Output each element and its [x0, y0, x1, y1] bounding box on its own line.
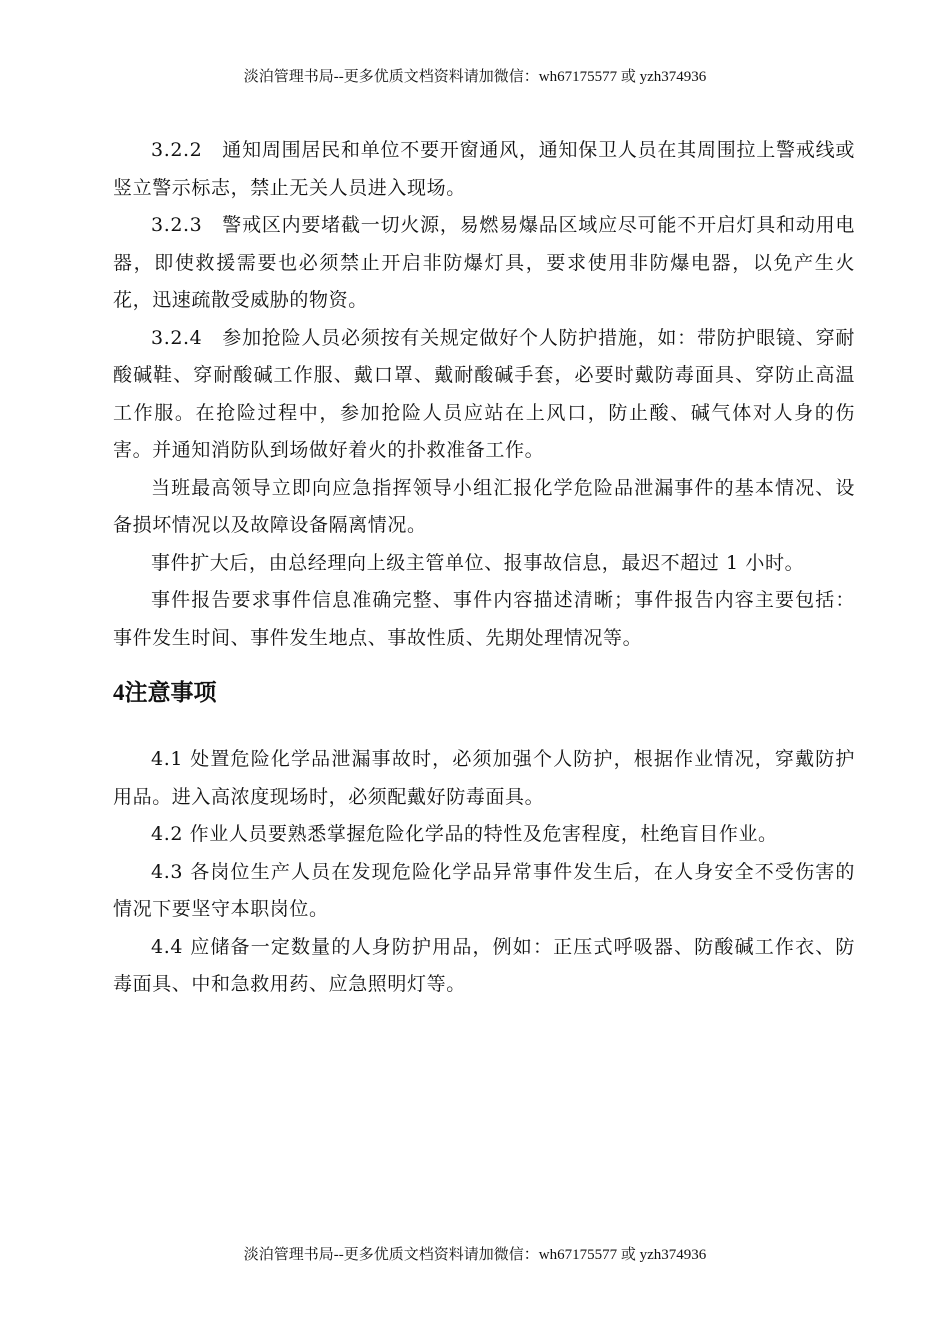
- paragraph-report-leader: 当班最高领导立即向应急指挥领导小组汇报化学危险品泄漏事件的基本情况、设备损坏情况以及故障设备隔离情况。: [113, 476, 855, 536]
- paragraph-3-2-3: 3.2.3 警戒区内要堵截一切火源，易燃易爆品区域应尽可能不开启灯具和动用电器，即使救援需要也必须禁止开启非防爆灯具，要求使用非防爆电器，以免产生火花，迅速疏散受威胁的物资。: [113, 214, 855, 311]
- paragraph-report-escalation: 事件扩大后，由总经理向上级主管单位、报事故信息，最迟不超过 1 小时。: [151, 551, 805, 574]
- paragraph-3-2-2: 3.2.2 通知周围居民和单位不要开窗通风，通知保卫人员在其周围拉上警戒线或竖立警示标志，禁止无关人员进入现场。: [113, 139, 855, 199]
- paragraph-4-1: 4.1 处置危险化学品泄漏事故时，必须加强个人防护，根据作业情况，穿戴防护用品。进入高浓度现场时，必须配戴好防毒面具。: [113, 748, 855, 808]
- section-4-heading: [113, 665, 855, 721]
- paragraph-report-content: 事件报告要求事件信息准确完整、事件内容描述清晰；事件报告内容主要包括：事件发生时间、事件发生地点、事故性质、先期处理情况等。: [113, 589, 855, 649]
- paragraph-4-2: 4.2 作业人员要熟悉掌握危险化学品的特性及危害程度，杜绝盲目作业。: [151, 823, 778, 845]
- section-4-number: 4: [113, 680, 125, 705]
- paragraph-4-4: 4.4 应储备一定数量的人身防护用品，例如：正压式呼吸器、防酸碱工作衣、防毒面具、中和急救用药、应急照明灯等。: [113, 935, 855, 995]
- document-body: [113, 132, 855, 1004]
- paragraph-4-3: 4.3 各岗位生产人员在发现危险化学品异常事件发生后，在人身安全不受伤害的情况下要坚守本职岗位。: [113, 860, 855, 920]
- page-header: 淡泊管理书局--更多优质文档资料请加微信：wh67175577 或 yzh374936: [243, 69, 707, 85]
- page-footer: 淡泊管理书局--更多优质文档资料请加微信：wh67175577 或 yzh374936: [243, 1247, 707, 1263]
- paragraph-3-2-4: 3.2.4 参加抢险人员必须按有关规定做好个人防护措施，如：带防护眼镜、穿耐酸碱鞋、穿耐酸碱工作服、戴口罩、戴耐酸碱手套，必要时戴防毒面具、穿防止高温工作服。在抢险过程中，参加抢险人员应站在上风口，防止酸、碱气体对人身的伤害。并通知消防队到场做好着火的扑救准备工作。: [113, 326, 855, 461]
- section-4-title: 注意事项: [124, 680, 217, 705]
